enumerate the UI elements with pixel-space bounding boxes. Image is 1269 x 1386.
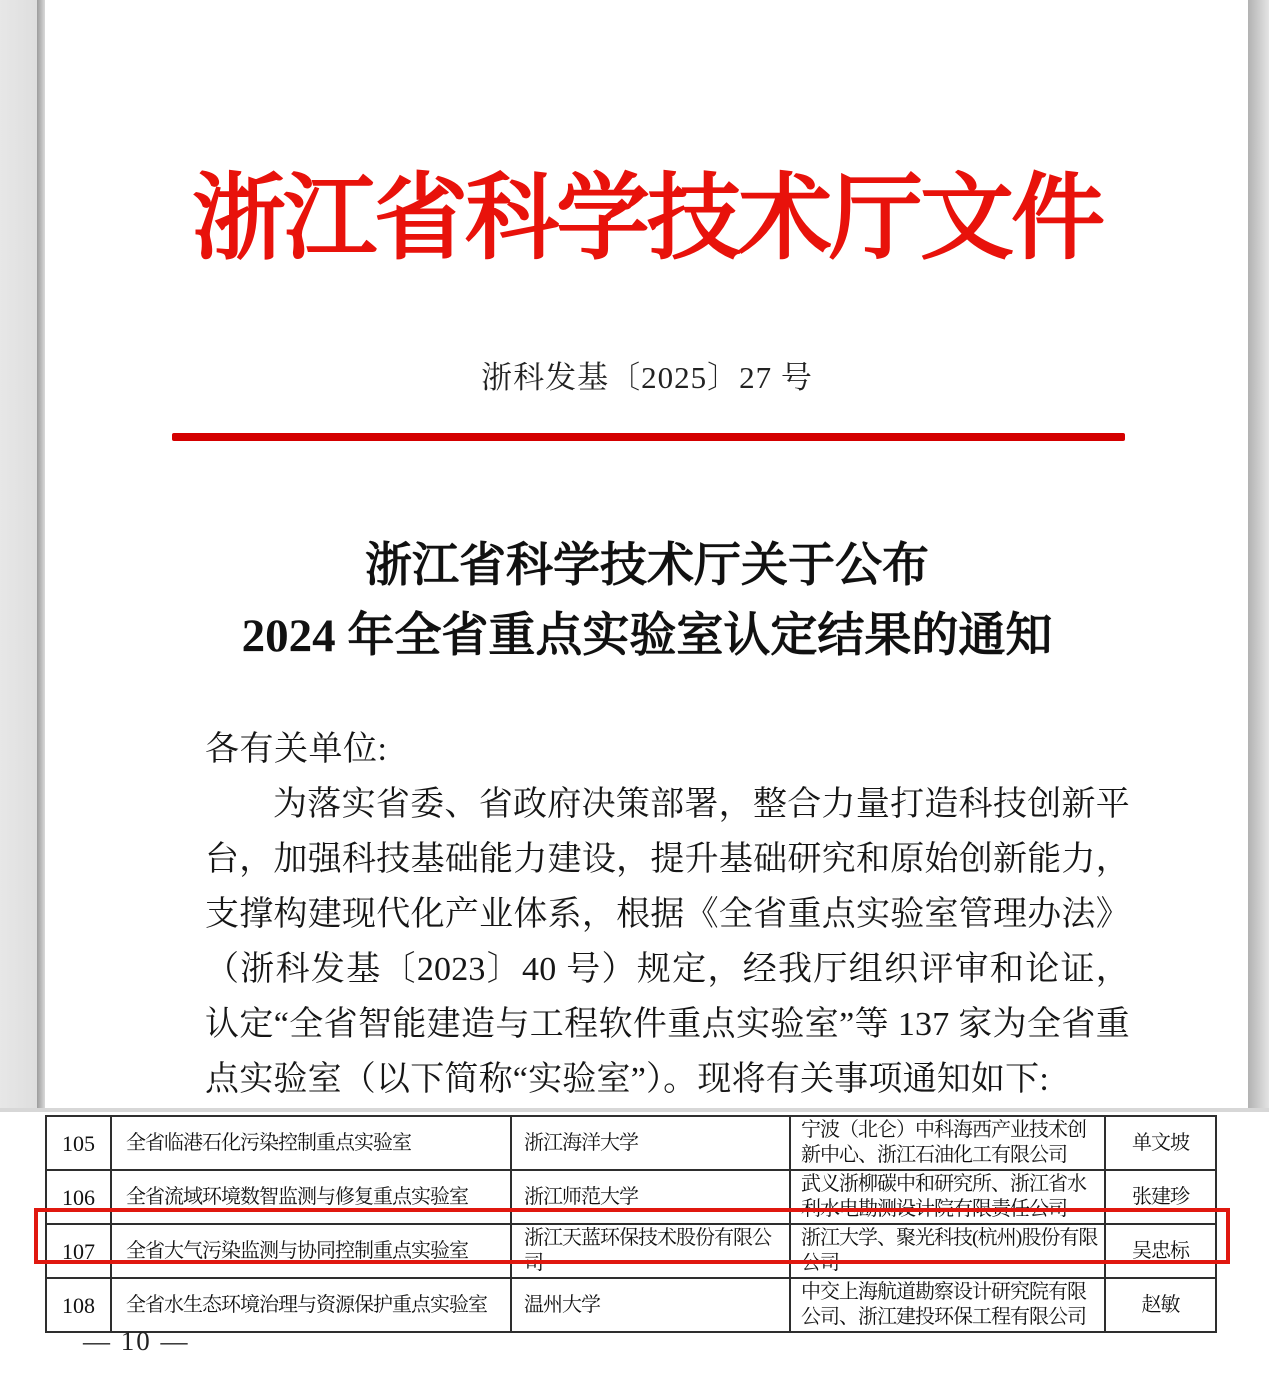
lab-name: 全省水生态环境治理与资源保护重点实验室	[111, 1278, 511, 1332]
table-row	[46, 1278, 1216, 1332]
lab-director: 吴忠标	[1105, 1224, 1216, 1278]
lab-name: 全省临港石化污染控制重点实验室	[111, 1116, 511, 1170]
body-paragraph: 为落实省委、省政府决策部署，整合力量打造科技创新平台，加强科技基础能力建设，提升基础研究和原始创新能力，支撑构建现代化产业体系，根据《全省重点实验室管理办法》（浙科发基〔2023〕40 号）规定，经我厅组织评审和论证，认定“全省智能建造与工程软件重点实验室”等 137 家为全省重点实验室（以下简称“实验室”）。现将有关事项通知如下:	[205, 786, 1130, 1098]
host-institution: 温州大学	[511, 1278, 790, 1332]
labs-table	[45, 1115, 1217, 1333]
partner-institutions: 中交上海航道勘察设计研究院有限公司、浙江建投环保工程有限公司	[790, 1278, 1105, 1332]
scan-margin-left	[0, 0, 37, 1112]
document-body	[205, 722, 1130, 1107]
lab-director: 单文坡	[1105, 1116, 1216, 1170]
salutation: 各有关单位:	[205, 731, 388, 768]
notice-title-line2: 2024 年全省重点实验室认定结果的通知	[241, 610, 1053, 662]
lab-director: 赵敏	[1105, 1278, 1216, 1332]
lab-director: 张建珍	[1105, 1170, 1216, 1224]
partner-institutions: 宁波（北仑）中科海西产业技术创新中心、浙江石油化工有限公司	[790, 1116, 1105, 1170]
table-row	[46, 1116, 1216, 1170]
row-number: 107	[46, 1224, 111, 1278]
red-separator-line	[172, 433, 1125, 441]
row-number: 108	[46, 1278, 111, 1332]
row-number: 105	[46, 1116, 111, 1170]
table-row-highlighted	[46, 1224, 1216, 1278]
letterhead-title: 浙江省科学技术厅文件	[191, 167, 1102, 271]
host-institution: 浙江海洋大学	[511, 1116, 790, 1170]
document-number: 浙科发基〔2025〕27 号	[481, 360, 813, 395]
host-institution: 浙江师范大学	[511, 1170, 790, 1224]
host-institution: 浙江天蓝环保技术股份有限公司	[511, 1224, 790, 1278]
partner-institutions: 武义浙柳碳中和研究所、浙江省水利水电勘测设计院有限责任公司	[790, 1170, 1105, 1224]
table-row	[46, 1170, 1216, 1224]
page-number: — 10 —	[83, 1326, 190, 1356]
page-edge-left	[37, 0, 45, 1112]
notice-title-line1: 浙江省科学技术厅关于公布	[365, 540, 929, 592]
lab-name: 全省大气污染监测与协同控制重点实验室	[111, 1224, 511, 1278]
row-number: 106	[46, 1170, 111, 1224]
lab-name: 全省流域环境数智监测与修复重点实验室	[111, 1170, 511, 1224]
page-bottom-edge	[0, 1108, 1269, 1112]
page-edge-right	[1248, 0, 1269, 1112]
partner-institutions: 浙江大学、聚光科技(杭州)股份有限公司	[790, 1224, 1105, 1278]
